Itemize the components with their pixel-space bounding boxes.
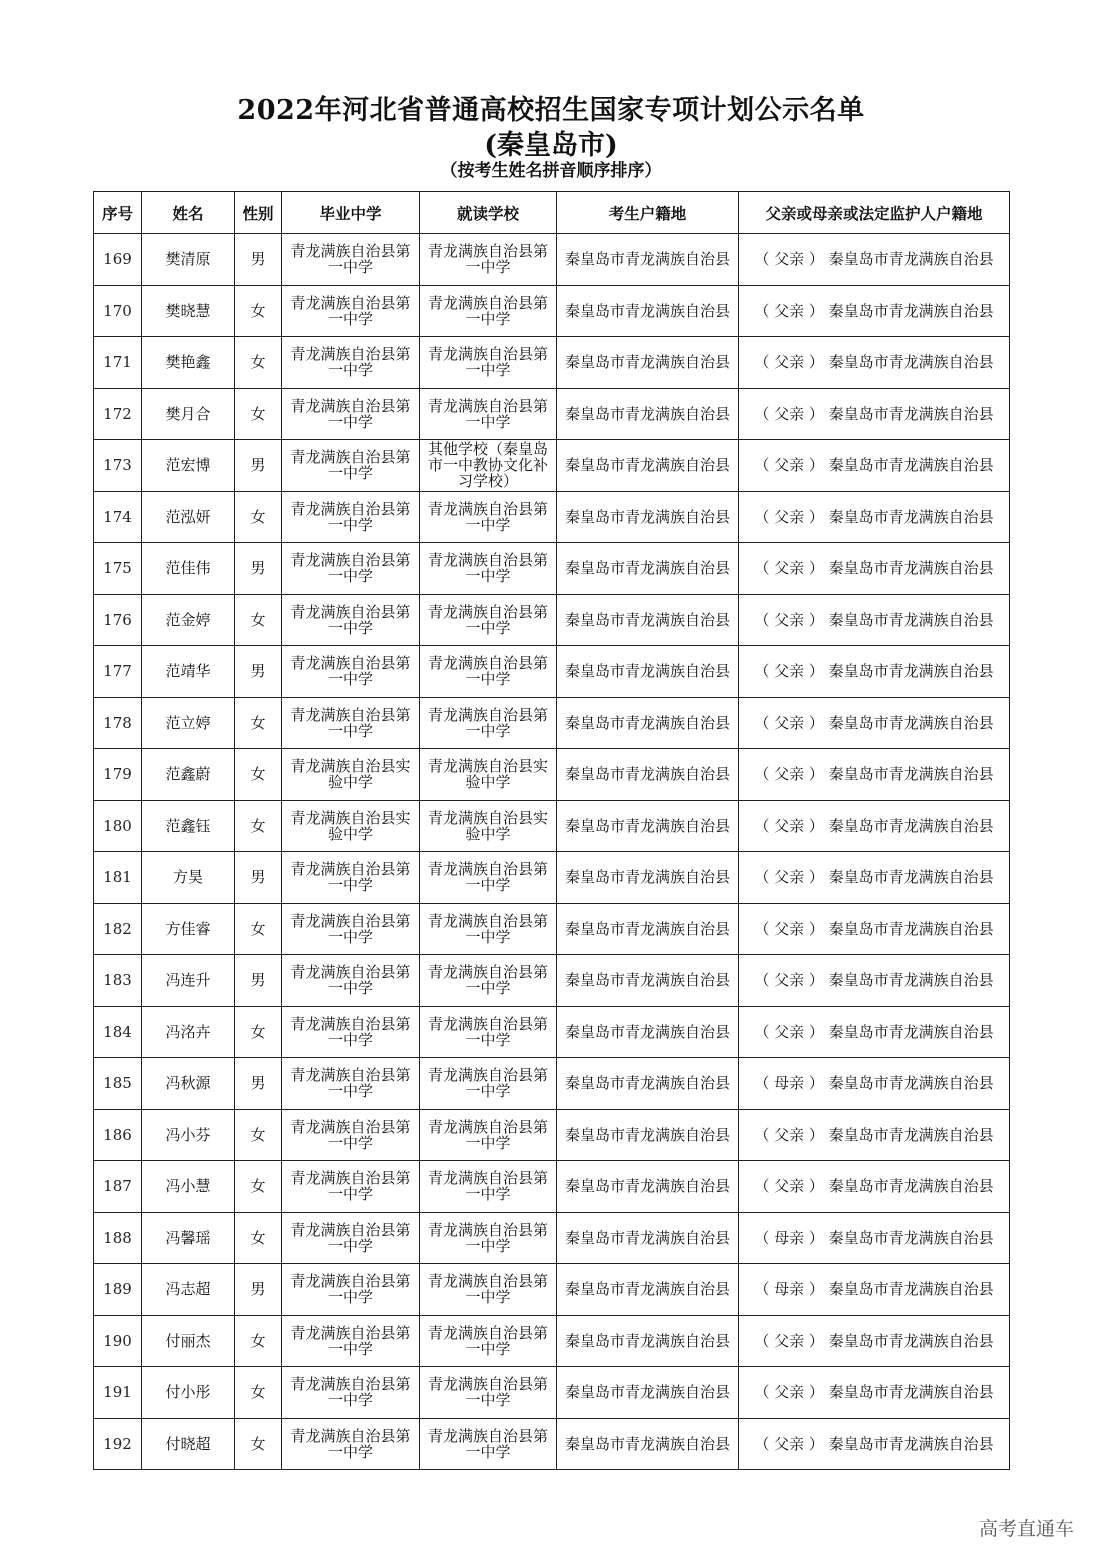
cell-graduated-school: 青龙满族自治县实验中学 bbox=[282, 749, 420, 801]
table-row bbox=[94, 594, 1010, 646]
table-row bbox=[94, 491, 1010, 543]
cell-gender: 女 bbox=[235, 1006, 282, 1058]
cell-gender: 男 bbox=[235, 646, 282, 698]
cell-name: 冯小芬 bbox=[142, 1109, 235, 1161]
cell-residence: 秦皇岛市青龙满族自治县 bbox=[557, 1058, 739, 1110]
cell-index: 178 bbox=[94, 697, 142, 749]
cell-graduated-school: 青龙满族自治县第一中学 bbox=[282, 543, 420, 595]
cell-current-school: 青龙满族自治县实验中学 bbox=[420, 800, 557, 852]
cell-graduated-school: 青龙满族自治县第一中学 bbox=[282, 1006, 420, 1058]
cell-gender: 女 bbox=[235, 388, 282, 440]
cell-residence: 秦皇岛市青龙满族自治县 bbox=[557, 1109, 739, 1161]
col-header-guardian-residence: 父亲或母亲或法定监护人户籍地 bbox=[739, 192, 1010, 234]
cell-current-school: 青龙满族自治县第一中学 bbox=[420, 1161, 557, 1213]
cell-gender: 女 bbox=[235, 749, 282, 801]
table-body bbox=[94, 234, 1010, 1470]
cell-current-school: 青龙满族自治县第一中学 bbox=[420, 955, 557, 1007]
cell-guardian-residence: （ 父亲 ） 秦皇岛市青龙满族自治县 bbox=[739, 697, 1010, 749]
cell-guardian-residence: （ 父亲 ） 秦皇岛市青龙满族自治县 bbox=[739, 1367, 1010, 1419]
table-row bbox=[94, 749, 1010, 801]
cell-index: 189 bbox=[94, 1264, 142, 1316]
cell-guardian-residence: （ 父亲 ） 秦皇岛市青龙满族自治县 bbox=[739, 1161, 1010, 1213]
cell-residence: 秦皇岛市青龙满族自治县 bbox=[557, 234, 739, 286]
table-row bbox=[94, 1109, 1010, 1161]
cell-residence: 秦皇岛市青龙满族自治县 bbox=[557, 1418, 739, 1470]
cell-name: 范鑫蔚 bbox=[142, 749, 235, 801]
cell-current-school: 青龙满族自治县第一中学 bbox=[420, 1264, 557, 1316]
cell-current-school: 青龙满族自治县第一中学 bbox=[420, 1109, 557, 1161]
cell-index: 184 bbox=[94, 1006, 142, 1058]
cell-name: 冯连升 bbox=[142, 955, 235, 1007]
cell-residence: 秦皇岛市青龙满族自治县 bbox=[557, 646, 739, 698]
cell-name: 范金婷 bbox=[142, 594, 235, 646]
cell-graduated-school: 青龙满族自治县第一中学 bbox=[282, 491, 420, 543]
cell-gender: 女 bbox=[235, 1367, 282, 1419]
cell-residence: 秦皇岛市青龙满族自治县 bbox=[557, 388, 739, 440]
cell-index: 173 bbox=[94, 440, 142, 492]
cell-residence: 秦皇岛市青龙满族自治县 bbox=[557, 697, 739, 749]
cell-index: 190 bbox=[94, 1315, 142, 1367]
header-row bbox=[94, 192, 1010, 234]
cell-guardian-residence: （ 父亲 ） 秦皇岛市青龙满族自治县 bbox=[739, 749, 1010, 801]
cell-index: 186 bbox=[94, 1109, 142, 1161]
cell-residence: 秦皇岛市青龙满族自治县 bbox=[557, 594, 739, 646]
table-row bbox=[94, 1161, 1010, 1213]
cell-graduated-school: 青龙满族自治县第一中学 bbox=[282, 594, 420, 646]
cell-residence: 秦皇岛市青龙满族自治县 bbox=[557, 955, 739, 1007]
table-row bbox=[94, 697, 1010, 749]
cell-current-school: 青龙满族自治县实验中学 bbox=[420, 749, 557, 801]
table-row bbox=[94, 440, 1010, 492]
cell-name: 樊晓慧 bbox=[142, 285, 235, 337]
cell-index: 182 bbox=[94, 903, 142, 955]
cell-graduated-school: 青龙满族自治县第一中学 bbox=[282, 234, 420, 286]
cell-name: 冯洺卉 bbox=[142, 1006, 235, 1058]
cell-gender: 男 bbox=[235, 955, 282, 1007]
cell-index: 181 bbox=[94, 852, 142, 904]
cell-name: 范鑫钰 bbox=[142, 800, 235, 852]
cell-current-school: 青龙满族自治县第一中学 bbox=[420, 646, 557, 698]
cell-residence: 秦皇岛市青龙满族自治县 bbox=[557, 543, 739, 595]
cell-name: 范靖华 bbox=[142, 646, 235, 698]
cell-index: 174 bbox=[94, 491, 142, 543]
cell-name: 冯秋源 bbox=[142, 1058, 235, 1110]
cell-guardian-residence: （ 父亲 ） 秦皇岛市青龙满族自治县 bbox=[739, 285, 1010, 337]
cell-residence: 秦皇岛市青龙满族自治县 bbox=[557, 440, 739, 492]
cell-name: 冯小慧 bbox=[142, 1161, 235, 1213]
col-header-current-school: 就读学校 bbox=[420, 192, 557, 234]
table-row bbox=[94, 852, 1010, 904]
cell-current-school: 青龙满族自治县第一中学 bbox=[420, 285, 557, 337]
cell-guardian-residence: （ 母亲 ） 秦皇岛市青龙满族自治县 bbox=[739, 1058, 1010, 1110]
cell-graduated-school: 青龙满族自治县第一中学 bbox=[282, 337, 420, 389]
col-header-gender: 性别 bbox=[235, 192, 282, 234]
col-header-residence: 考生户籍地 bbox=[557, 192, 739, 234]
cell-guardian-residence: （ 父亲 ） 秦皇岛市青龙满族自治县 bbox=[739, 1109, 1010, 1161]
cell-guardian-residence: （ 父亲 ） 秦皇岛市青龙满族自治县 bbox=[739, 800, 1010, 852]
cell-name: 樊月合 bbox=[142, 388, 235, 440]
cell-current-school: 青龙满族自治县第一中学 bbox=[420, 1058, 557, 1110]
cell-index: 177 bbox=[94, 646, 142, 698]
cell-index: 185 bbox=[94, 1058, 142, 1110]
cell-guardian-residence: （ 父亲 ） 秦皇岛市青龙满族自治县 bbox=[739, 955, 1010, 1007]
page-title: 2022年河北省普通高校招生国家专项计划公示名单 bbox=[237, 95, 865, 126]
cell-name: 冯馨瑶 bbox=[142, 1212, 235, 1264]
cell-current-school: 青龙满族自治县第一中学 bbox=[420, 1418, 557, 1470]
table-row bbox=[94, 337, 1010, 389]
roster-table bbox=[93, 191, 1010, 1470]
cell-guardian-residence: （ 父亲 ） 秦皇岛市青龙满族自治县 bbox=[739, 594, 1010, 646]
cell-graduated-school: 青龙满族自治县第一中学 bbox=[282, 1315, 420, 1367]
cell-graduated-school: 青龙满族自治县第一中学 bbox=[282, 955, 420, 1007]
cell-current-school: 青龙满族自治县第一中学 bbox=[420, 903, 557, 955]
table-row bbox=[94, 646, 1010, 698]
cell-current-school: 青龙满族自治县第一中学 bbox=[420, 388, 557, 440]
page-subtitle: (秦皇岛市) bbox=[484, 130, 618, 161]
cell-name: 冯志超 bbox=[142, 1264, 235, 1316]
cell-current-school: 青龙满族自治县第一中学 bbox=[420, 1315, 557, 1367]
cell-name: 樊艳鑫 bbox=[142, 337, 235, 389]
cell-index: 183 bbox=[94, 955, 142, 1007]
cell-name: 范宏博 bbox=[142, 440, 235, 492]
cell-guardian-residence: （ 父亲 ） 秦皇岛市青龙满族自治县 bbox=[739, 543, 1010, 595]
table-row bbox=[94, 388, 1010, 440]
cell-gender: 男 bbox=[235, 543, 282, 595]
cell-name: 范佳伟 bbox=[142, 543, 235, 595]
table-row bbox=[94, 1418, 1010, 1470]
cell-current-school: 青龙满族自治县第一中学 bbox=[420, 234, 557, 286]
cell-index: 188 bbox=[94, 1212, 142, 1264]
cell-gender: 女 bbox=[235, 697, 282, 749]
cell-guardian-residence: （ 父亲 ） 秦皇岛市青龙满族自治县 bbox=[739, 1315, 1010, 1367]
cell-current-school: 青龙满族自治县第一中学 bbox=[420, 594, 557, 646]
cell-index: 180 bbox=[94, 800, 142, 852]
cell-guardian-residence: （ 父亲 ） 秦皇岛市青龙满族自治县 bbox=[739, 440, 1010, 492]
cell-residence: 秦皇岛市青龙满族自治县 bbox=[557, 285, 739, 337]
table-row bbox=[94, 543, 1010, 595]
cell-current-school: 青龙满族自治县第一中学 bbox=[420, 1367, 557, 1419]
cell-gender: 女 bbox=[235, 1315, 282, 1367]
table-row bbox=[94, 955, 1010, 1007]
cell-index: 172 bbox=[94, 388, 142, 440]
cell-graduated-school: 青龙满族自治县第一中学 bbox=[282, 697, 420, 749]
cell-residence: 秦皇岛市青龙满族自治县 bbox=[557, 1264, 739, 1316]
cell-residence: 秦皇岛市青龙满族自治县 bbox=[557, 1161, 739, 1213]
cell-guardian-residence: （ 父亲 ） 秦皇岛市青龙满族自治县 bbox=[739, 337, 1010, 389]
cell-guardian-residence: （ 父亲 ） 秦皇岛市青龙满族自治县 bbox=[739, 234, 1010, 286]
cell-gender: 女 bbox=[235, 285, 282, 337]
cell-current-school: 青龙满族自治县第一中学 bbox=[420, 543, 557, 595]
cell-graduated-school: 青龙满族自治县第一中学 bbox=[282, 1058, 420, 1110]
sort-note: （按考生姓名拼音顺序排序） bbox=[440, 161, 662, 181]
cell-guardian-residence: （ 父亲 ） 秦皇岛市青龙满族自治县 bbox=[739, 491, 1010, 543]
cell-index: 191 bbox=[94, 1367, 142, 1419]
cell-guardian-residence: （ 父亲 ） 秦皇岛市青龙满族自治县 bbox=[739, 1006, 1010, 1058]
cell-residence: 秦皇岛市青龙满族自治县 bbox=[557, 1315, 739, 1367]
cell-guardian-residence: （ 父亲 ） 秦皇岛市青龙满族自治县 bbox=[739, 1418, 1010, 1470]
cell-residence: 秦皇岛市青龙满族自治县 bbox=[557, 852, 739, 904]
cell-name: 付丽杰 bbox=[142, 1315, 235, 1367]
cell-name: 方佳睿 bbox=[142, 903, 235, 955]
cell-graduated-school: 青龙满族自治县实验中学 bbox=[282, 800, 420, 852]
cell-guardian-residence: （ 母亲 ） 秦皇岛市青龙满族自治县 bbox=[739, 1264, 1010, 1316]
cell-gender: 男 bbox=[235, 234, 282, 286]
table-row bbox=[94, 1006, 1010, 1058]
cell-name: 付小彤 bbox=[142, 1367, 235, 1419]
cell-index: 179 bbox=[94, 749, 142, 801]
cell-guardian-residence: （ 父亲 ） 秦皇岛市青龙满族自治县 bbox=[739, 388, 1010, 440]
cell-index: 187 bbox=[94, 1161, 142, 1213]
cell-gender: 女 bbox=[235, 491, 282, 543]
cell-current-school: 青龙满族自治县第一中学 bbox=[420, 491, 557, 543]
cell-gender: 男 bbox=[235, 1058, 282, 1110]
cell-current-school: 青龙满族自治县第一中学 bbox=[420, 697, 557, 749]
cell-gender: 男 bbox=[235, 440, 282, 492]
cell-residence: 秦皇岛市青龙满族自治县 bbox=[557, 491, 739, 543]
cell-name: 范立婷 bbox=[142, 697, 235, 749]
cell-current-school: 青龙满族自治县第一中学 bbox=[420, 852, 557, 904]
cell-graduated-school: 青龙满族自治县第一中学 bbox=[282, 285, 420, 337]
cell-residence: 秦皇岛市青龙满族自治县 bbox=[557, 749, 739, 801]
table-row bbox=[94, 1367, 1010, 1419]
cell-guardian-residence: （ 父亲 ） 秦皇岛市青龙满族自治县 bbox=[739, 852, 1010, 904]
cell-current-school: 青龙满族自治县第一中学 bbox=[420, 1212, 557, 1264]
cell-gender: 女 bbox=[235, 1161, 282, 1213]
cell-index: 170 bbox=[94, 285, 142, 337]
cell-graduated-school: 青龙满族自治县第一中学 bbox=[282, 388, 420, 440]
cell-graduated-school: 青龙满族自治县第一中学 bbox=[282, 1367, 420, 1419]
cell-current-school: 其他学校（秦皇岛市一中教协文化补习学校） bbox=[420, 440, 557, 492]
col-header-name: 姓名 bbox=[142, 192, 235, 234]
cell-gender: 女 bbox=[235, 337, 282, 389]
cell-graduated-school: 青龙满族自治县第一中学 bbox=[282, 852, 420, 904]
table-row bbox=[94, 1264, 1010, 1316]
table-row bbox=[94, 234, 1010, 286]
table-row bbox=[94, 903, 1010, 955]
cell-graduated-school: 青龙满族自治县第一中学 bbox=[282, 440, 420, 492]
cell-index: 175 bbox=[94, 543, 142, 595]
cell-name: 付晓超 bbox=[142, 1418, 235, 1470]
cell-residence: 秦皇岛市青龙满族自治县 bbox=[557, 800, 739, 852]
table-row bbox=[94, 1212, 1010, 1264]
cell-residence: 秦皇岛市青龙满族自治县 bbox=[557, 1367, 739, 1419]
cell-index: 171 bbox=[94, 337, 142, 389]
cell-gender: 女 bbox=[235, 1212, 282, 1264]
cell-gender: 男 bbox=[235, 1264, 282, 1316]
cell-residence: 秦皇岛市青龙满族自治县 bbox=[557, 337, 739, 389]
cell-gender: 女 bbox=[235, 594, 282, 646]
cell-graduated-school: 青龙满族自治县第一中学 bbox=[282, 1212, 420, 1264]
table-row bbox=[94, 800, 1010, 852]
cell-name: 范泓妍 bbox=[142, 491, 235, 543]
cell-index: 169 bbox=[94, 234, 142, 286]
table-row bbox=[94, 285, 1010, 337]
cell-guardian-residence: （ 父亲 ） 秦皇岛市青龙满族自治县 bbox=[739, 903, 1010, 955]
cell-residence: 秦皇岛市青龙满族自治县 bbox=[557, 1212, 739, 1264]
cell-graduated-school: 青龙满族自治县第一中学 bbox=[282, 1109, 420, 1161]
cell-gender: 女 bbox=[235, 800, 282, 852]
col-header-index: 序号 bbox=[94, 192, 142, 234]
cell-current-school: 青龙满族自治县第一中学 bbox=[420, 1006, 557, 1058]
cell-graduated-school: 青龙满族自治县第一中学 bbox=[282, 1161, 420, 1213]
cell-graduated-school: 青龙满族自治县第一中学 bbox=[282, 1418, 420, 1470]
cell-graduated-school: 青龙满族自治县第一中学 bbox=[282, 903, 420, 955]
col-header-graduated-school: 毕业中学 bbox=[282, 192, 420, 234]
watermark: 高考直通车 bbox=[978, 1518, 1074, 1540]
cell-name: 方昊 bbox=[142, 852, 235, 904]
cell-guardian-residence: （ 父亲 ） 秦皇岛市青龙满族自治县 bbox=[739, 646, 1010, 698]
table-row bbox=[94, 1058, 1010, 1110]
cell-gender: 女 bbox=[235, 1418, 282, 1470]
cell-name: 樊清原 bbox=[142, 234, 235, 286]
cell-gender: 女 bbox=[235, 1109, 282, 1161]
cell-residence: 秦皇岛市青龙满族自治县 bbox=[557, 903, 739, 955]
cell-gender: 女 bbox=[235, 903, 282, 955]
cell-residence: 秦皇岛市青龙满族自治县 bbox=[557, 1006, 739, 1058]
table-row bbox=[94, 1315, 1010, 1367]
cell-graduated-school: 青龙满族自治县第一中学 bbox=[282, 646, 420, 698]
cell-index: 192 bbox=[94, 1418, 142, 1470]
cell-current-school: 青龙满族自治县第一中学 bbox=[420, 337, 557, 389]
cell-index: 176 bbox=[94, 594, 142, 646]
cell-guardian-residence: （ 母亲 ） 秦皇岛市青龙满族自治县 bbox=[739, 1212, 1010, 1264]
cell-gender: 男 bbox=[235, 852, 282, 904]
cell-graduated-school: 青龙满族自治县第一中学 bbox=[282, 1264, 420, 1316]
